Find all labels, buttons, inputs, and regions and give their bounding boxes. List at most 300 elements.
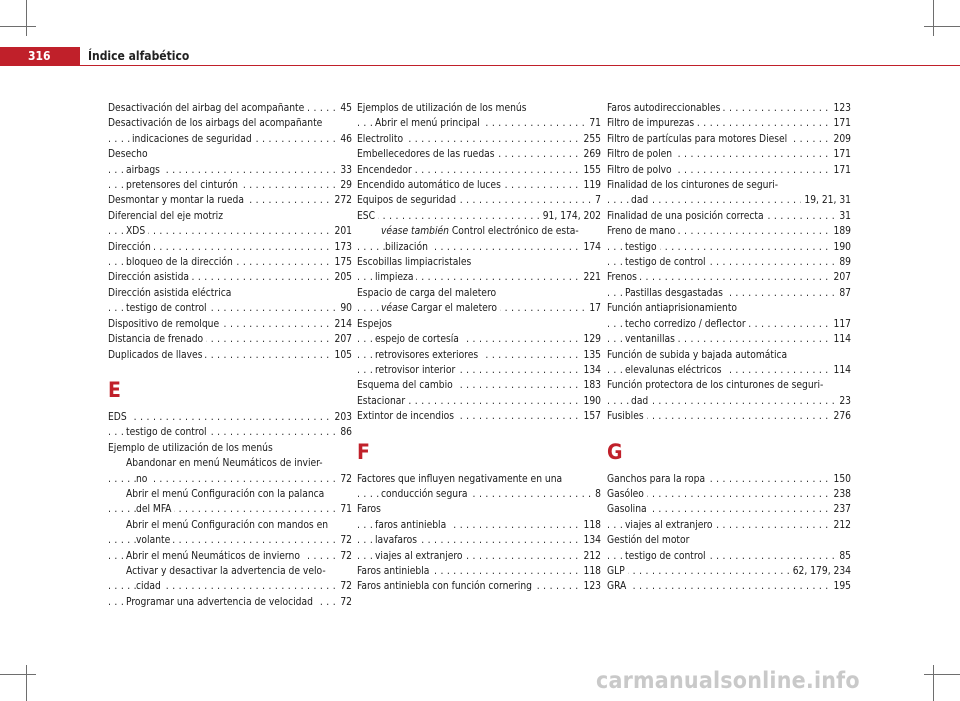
entry-text: lavafaros <box>375 535 417 547</box>
index-entry <box>357 255 601 270</box>
entry-text: retrovisor interior <box>375 364 456 376</box>
entry-text: Ganchos para la ropa <box>607 473 706 485</box>
entry-term <box>625 288 726 299</box>
index-entry <box>357 363 601 378</box>
entry-term <box>136 504 174 515</box>
entry-term <box>108 443 276 454</box>
entry-term <box>381 226 582 237</box>
index-entry <box>607 209 851 224</box>
index-column-3 <box>607 101 851 595</box>
entry-term <box>357 581 535 592</box>
entry-text: espejo de cortesía <box>375 334 459 346</box>
entry-term <box>126 180 241 191</box>
entry-term <box>625 242 660 253</box>
entry-page: 195 <box>831 579 852 594</box>
entry-term <box>108 319 222 330</box>
entry-term <box>625 551 709 562</box>
entry-page: 123 <box>581 579 602 594</box>
entry-term <box>108 103 307 114</box>
entry-text: Escobillas limpiacristales <box>357 257 472 269</box>
entry-text: Dispositivo de remolque <box>108 318 220 330</box>
entry-text: Extintor de incendios <box>357 411 455 423</box>
entry-term <box>607 165 675 176</box>
entry-text: Pastillas desgastadas <box>625 287 723 299</box>
entry-page: 23 <box>836 394 851 409</box>
entry-page: 171 <box>831 116 852 131</box>
index-entry <box>357 348 601 363</box>
index-entry <box>108 193 352 208</box>
entry-text: Abandonar en menú Neumáticos de invier- <box>126 458 323 470</box>
index-entry <box>108 487 352 502</box>
entry-page: 214 <box>332 317 353 332</box>
entry-term <box>357 396 408 407</box>
entry-text: dad <box>631 395 649 407</box>
entry-page: 238 <box>831 487 852 502</box>
entry-text: Faros antiniebla <box>357 565 430 577</box>
entry-term <box>357 411 457 422</box>
entry-text: airbags <box>126 164 160 176</box>
entry-term <box>108 211 226 222</box>
index-entry <box>357 178 601 193</box>
entry-page: 86 <box>337 425 352 440</box>
entry-page: 171 <box>831 147 852 162</box>
entry-text: Factores que influyen negativamente en una <box>357 473 563 485</box>
entry-page: 190 <box>581 394 602 409</box>
entry-page: 72 <box>337 472 352 487</box>
entry-page: 155 <box>581 163 602 178</box>
index-entry <box>607 579 851 594</box>
entry-text: limpieza <box>375 272 414 284</box>
entry-text: testigo de control <box>625 257 706 269</box>
entry-see-also: véase <box>381 303 409 315</box>
entry-text: Control electrónico de esta- <box>451 226 579 238</box>
entry-text: Abrir el menú Configuración con la palanca <box>126 488 325 500</box>
page-number: 316 <box>28 49 51 63</box>
entry-term <box>607 411 647 422</box>
entry-term <box>375 551 466 562</box>
entry-page: 46 <box>337 132 352 147</box>
index-entry <box>108 270 352 285</box>
index-entry <box>108 456 352 471</box>
entry-text: dad <box>631 195 649 207</box>
entry-text: Frenos <box>607 272 637 284</box>
entry-term <box>357 134 406 145</box>
entry-term <box>375 365 458 376</box>
entry-text: Faros autodireccionables <box>607 103 721 114</box>
index-entry <box>357 579 601 594</box>
index-entry <box>607 193 851 208</box>
entry-text: ventanillas <box>625 334 675 346</box>
index-entry <box>108 549 352 564</box>
entry-page: 87 <box>836 286 851 301</box>
index-entry <box>357 472 601 487</box>
index-entry <box>108 116 352 131</box>
entry-page: 119 <box>581 178 602 193</box>
entry-term <box>375 350 481 361</box>
index-entry <box>357 332 601 347</box>
entry-text: Filtro de impurezas <box>607 118 695 130</box>
entry-term <box>126 226 148 237</box>
index-entry <box>108 301 352 316</box>
entry-text: Filtro de polvo <box>607 164 672 176</box>
index-entry <box>607 533 851 548</box>
entry-term <box>108 334 206 345</box>
entry-term <box>375 535 420 546</box>
entry-page: 175 <box>332 255 353 270</box>
index-entry <box>357 270 601 285</box>
entry-term <box>126 489 327 500</box>
entry-text: Ejemplos de utilización de los menús <box>357 103 527 114</box>
entry-page: 123 <box>831 101 852 116</box>
entry-text: techo corredizo / deflector <box>625 318 746 330</box>
entry-text: conducción segura <box>381 488 468 500</box>
index-entry <box>607 518 851 533</box>
entry-term <box>607 350 790 361</box>
index-entry <box>607 348 851 363</box>
entry-page: 171 <box>831 163 852 178</box>
index-entry <box>357 533 601 548</box>
entry-page: 33 <box>337 163 352 178</box>
entry-page: 276 <box>831 409 852 424</box>
entry-term <box>357 103 530 114</box>
entry-text: Dirección <box>108 241 151 253</box>
crop-mark <box>26 665 27 701</box>
index-entry <box>108 132 352 147</box>
entry-term <box>607 474 708 485</box>
index-entry <box>108 518 352 533</box>
index-column-1 <box>108 101 352 610</box>
entry-page: 129 <box>581 332 602 347</box>
index-entry <box>108 533 352 548</box>
entry-term <box>357 504 384 515</box>
entry-page: 272 <box>332 193 353 208</box>
entry-text: viajes al extranjero <box>625 519 713 531</box>
entry-page: 62, 179, 234 <box>790 564 851 579</box>
entry-page: 212 <box>831 518 852 533</box>
entry-page: 118 <box>581 518 602 533</box>
entry-text: Desactivación del airbag del acompañante <box>108 103 305 114</box>
entry-text: pretensores del cinturón <box>126 180 238 192</box>
entry-page: 17 <box>586 301 601 316</box>
index-entry <box>607 472 851 487</box>
index-entry <box>357 224 601 239</box>
entry-page: 134 <box>581 533 602 548</box>
index-entry <box>607 163 851 178</box>
index-entry <box>108 472 352 487</box>
entry-page: 174 <box>581 240 602 255</box>
entry-term <box>625 520 716 531</box>
entry-text: Función antiaprisionamiento <box>607 303 738 315</box>
index-entry <box>607 224 851 239</box>
entry-text: Diferencial del eje motriz <box>108 210 224 222</box>
entry-term <box>357 380 456 391</box>
entry-term <box>625 334 678 345</box>
entry-term <box>607 303 740 314</box>
index-entry <box>108 209 352 224</box>
entry-term <box>108 272 192 283</box>
index-entry <box>108 163 352 178</box>
entry-text: Encendedor <box>357 164 412 176</box>
entry-text: elevalunas eléctricos <box>625 364 722 376</box>
entry-text: Filtro de partículas para motores Diesel <box>607 133 788 145</box>
entry-term <box>136 581 164 592</box>
entry-text: Activar y desactivar la advertencia de velo- <box>126 565 326 577</box>
index-entry <box>357 163 601 178</box>
entry-text: Espacio de carga del maletero <box>357 287 497 299</box>
entry-page: 255 <box>581 132 602 147</box>
entry-term <box>607 566 628 577</box>
index-entry <box>108 255 352 270</box>
index-entry <box>108 579 352 594</box>
entry-page: 201 <box>332 224 353 239</box>
entry-page: 207 <box>831 270 852 285</box>
entry-term <box>607 118 697 129</box>
entry-term <box>126 165 163 176</box>
entry-term <box>132 134 255 145</box>
entry-page: 135 <box>581 348 602 363</box>
entry-term <box>108 242 154 253</box>
entry-term <box>126 303 210 314</box>
index-entry <box>357 394 601 409</box>
entry-text: Finalidad de los cinturones de seguri- <box>607 180 779 192</box>
index-entry <box>108 286 352 301</box>
index-entry <box>357 116 601 131</box>
entry-page: 207 <box>332 332 353 347</box>
entry-page: 72 <box>337 533 352 548</box>
entry-page: 117 <box>831 317 852 332</box>
index-entry <box>607 409 851 424</box>
index-entry <box>607 101 851 116</box>
section-letter: F <box>357 439 370 464</box>
entry-text: del MFA <box>136 504 172 516</box>
entry-page: 190 <box>831 240 852 255</box>
entry-term <box>625 319 749 330</box>
index-entry <box>607 363 851 378</box>
entry-term <box>607 226 678 237</box>
entry-text: GRA <box>607 581 627 593</box>
index-entry <box>357 132 601 147</box>
index-entry <box>357 518 601 533</box>
entry-page: 72 <box>337 595 352 610</box>
entry-text: Filtro de polen <box>607 149 673 161</box>
entry-page: 45 <box>337 101 352 116</box>
index-entry <box>108 441 352 456</box>
entry-text: Electrolito <box>357 133 404 145</box>
entry-text: Dirección asistida eléctrica <box>108 287 232 299</box>
entry-text: Faros antiniebla con función cornering <box>357 581 532 593</box>
index-entry <box>357 193 601 208</box>
entry-text: Abrir el menú Neumáticos de invierno <box>126 550 300 562</box>
entry-term <box>357 474 565 485</box>
index-entry <box>357 549 601 564</box>
entry-text: Función protectora de los cinturones de seguri- <box>607 380 824 392</box>
crop-mark <box>924 674 960 675</box>
entry-term <box>126 257 236 268</box>
entry-page: 189 <box>831 224 852 239</box>
entry-text: cidad <box>136 581 161 593</box>
entry-page: 89 <box>836 255 851 270</box>
index-entry <box>607 270 851 285</box>
entry-text: Finalidad de una posición correcta <box>607 210 764 222</box>
entry-page: 8 <box>592 487 601 502</box>
crop-mark <box>0 26 36 27</box>
index-entry <box>607 564 851 579</box>
index-entry <box>607 487 851 502</box>
entry-page: 212 <box>581 549 602 564</box>
entry-term <box>375 334 462 345</box>
entry-term <box>136 535 173 546</box>
index-entry <box>108 425 352 440</box>
index-entry <box>108 410 352 425</box>
entry-term <box>357 195 459 206</box>
index-entry <box>357 301 601 316</box>
entry-term <box>126 597 316 608</box>
entry-text: volante <box>136 535 171 547</box>
entry-term <box>357 319 395 330</box>
page-title: Índice alfabético <box>88 49 190 63</box>
index-entry <box>607 301 851 316</box>
page-header <box>0 47 960 66</box>
entry-term <box>108 350 205 361</box>
index-entry <box>108 224 352 239</box>
entry-page: 19, 21, 31 <box>801 193 851 208</box>
entry-text: Freno de mano <box>607 226 676 238</box>
entry-term <box>381 303 500 314</box>
crop-mark <box>26 0 27 36</box>
index-entry <box>108 595 352 610</box>
entry-term <box>631 195 651 206</box>
index-entry <box>607 378 851 393</box>
index-entry <box>607 317 851 332</box>
index-entry <box>108 178 352 193</box>
entry-text: Espejos <box>357 318 392 330</box>
index-entry <box>607 132 851 147</box>
index-entry <box>607 394 851 409</box>
entry-term <box>357 180 504 191</box>
entry-term <box>607 504 650 515</box>
entry-term <box>607 581 629 592</box>
index-entry <box>108 240 352 255</box>
watermark: carmanualsonline.info <box>596 668 860 694</box>
entry-text: Estacionar <box>357 395 406 407</box>
entry-term <box>108 149 151 160</box>
entry-page: 90 <box>337 301 352 316</box>
entry-term <box>625 257 709 268</box>
entry-text: Gasolina <box>607 504 647 516</box>
entry-term <box>625 365 725 376</box>
entry-text: EDS <box>108 411 127 423</box>
entry-text: GLP <box>607 565 625 577</box>
header-rule <box>80 65 960 66</box>
index-entry <box>357 564 601 579</box>
entry-text: Desecho <box>108 149 148 161</box>
entry-term <box>126 566 329 577</box>
entry-page: 85 <box>836 549 851 564</box>
entry-text: indicaciones de seguridad <box>132 133 252 145</box>
entry-term <box>631 396 651 407</box>
entry-text: bilización <box>385 241 428 253</box>
entry-term <box>108 195 247 206</box>
entry-page: 134 <box>581 363 602 378</box>
entry-text: Programar una advertencia de velocidad <box>126 596 313 608</box>
entry-text: testigo <box>625 241 657 253</box>
entry-text: no <box>136 473 148 485</box>
entry-term <box>375 118 483 129</box>
entry-term <box>108 288 234 299</box>
index-entry <box>108 101 352 116</box>
entry-text: bloqueo de la dirección <box>126 257 233 269</box>
entry-term <box>607 489 647 500</box>
entry-page: 269 <box>581 147 602 162</box>
entry-page: 114 <box>831 363 852 378</box>
index-entry <box>607 286 851 301</box>
entry-page: 72 <box>337 549 352 564</box>
crop-mark <box>0 674 36 675</box>
entry-page: 118 <box>581 564 602 579</box>
entry-text: Abrir el menú principal <box>375 118 480 130</box>
entry-term <box>375 520 449 531</box>
entry-text: testigo de control <box>625 550 706 562</box>
index-entry <box>357 101 601 116</box>
entry-page: 72 <box>337 579 352 594</box>
entry-term <box>385 242 431 253</box>
entry-term <box>126 551 303 562</box>
entry-term <box>607 103 723 114</box>
entry-page: 221 <box>581 270 602 285</box>
section-letter: G <box>607 439 623 464</box>
entry-text: Distancia de frenado <box>108 334 204 346</box>
crop-mark <box>933 665 934 701</box>
index-entry <box>607 178 851 193</box>
entry-term <box>136 474 150 485</box>
entry-page: 114 <box>831 332 852 347</box>
entry-term <box>357 165 415 176</box>
entry-text: ESC <box>357 210 376 222</box>
index-entry <box>357 378 601 393</box>
index-entry <box>357 240 601 255</box>
entry-page: 71 <box>586 116 601 131</box>
index-entry <box>607 255 851 270</box>
entry-page: 29 <box>337 178 352 193</box>
entry-page: 157 <box>581 409 602 424</box>
entry-text: viajes al extranjero <box>375 550 463 562</box>
index-entry <box>607 549 851 564</box>
index-entry <box>607 116 851 131</box>
entry-text: Gasóleo <box>607 488 644 500</box>
index-entry <box>607 332 851 347</box>
entry-text: testigo de control <box>126 303 207 315</box>
entry-term <box>108 412 130 423</box>
entry-text: Función de subida y bajada automática <box>607 349 788 361</box>
entry-text: Encendido automático de luces <box>357 180 501 192</box>
entry-text: retrovisores exteriores <box>375 349 479 361</box>
index-entry <box>108 317 352 332</box>
index-entry <box>357 317 601 332</box>
entry-page: 105 <box>332 348 353 363</box>
index-entry <box>607 147 851 162</box>
entry-term <box>126 520 331 531</box>
page-number-box <box>0 47 80 66</box>
entry-page: 209 <box>831 132 852 147</box>
index-entry <box>108 147 352 162</box>
index-entry <box>607 240 851 255</box>
index-column-2 <box>357 101 601 595</box>
entry-text: Esquema del cambio <box>357 380 453 392</box>
entry-page: 173 <box>332 240 353 255</box>
entry-text: Abrir el menú Configuración con mandos en <box>126 519 329 531</box>
entry-text: Desactivación de los airbags del acompañante <box>108 118 323 130</box>
index-entry <box>108 332 352 347</box>
